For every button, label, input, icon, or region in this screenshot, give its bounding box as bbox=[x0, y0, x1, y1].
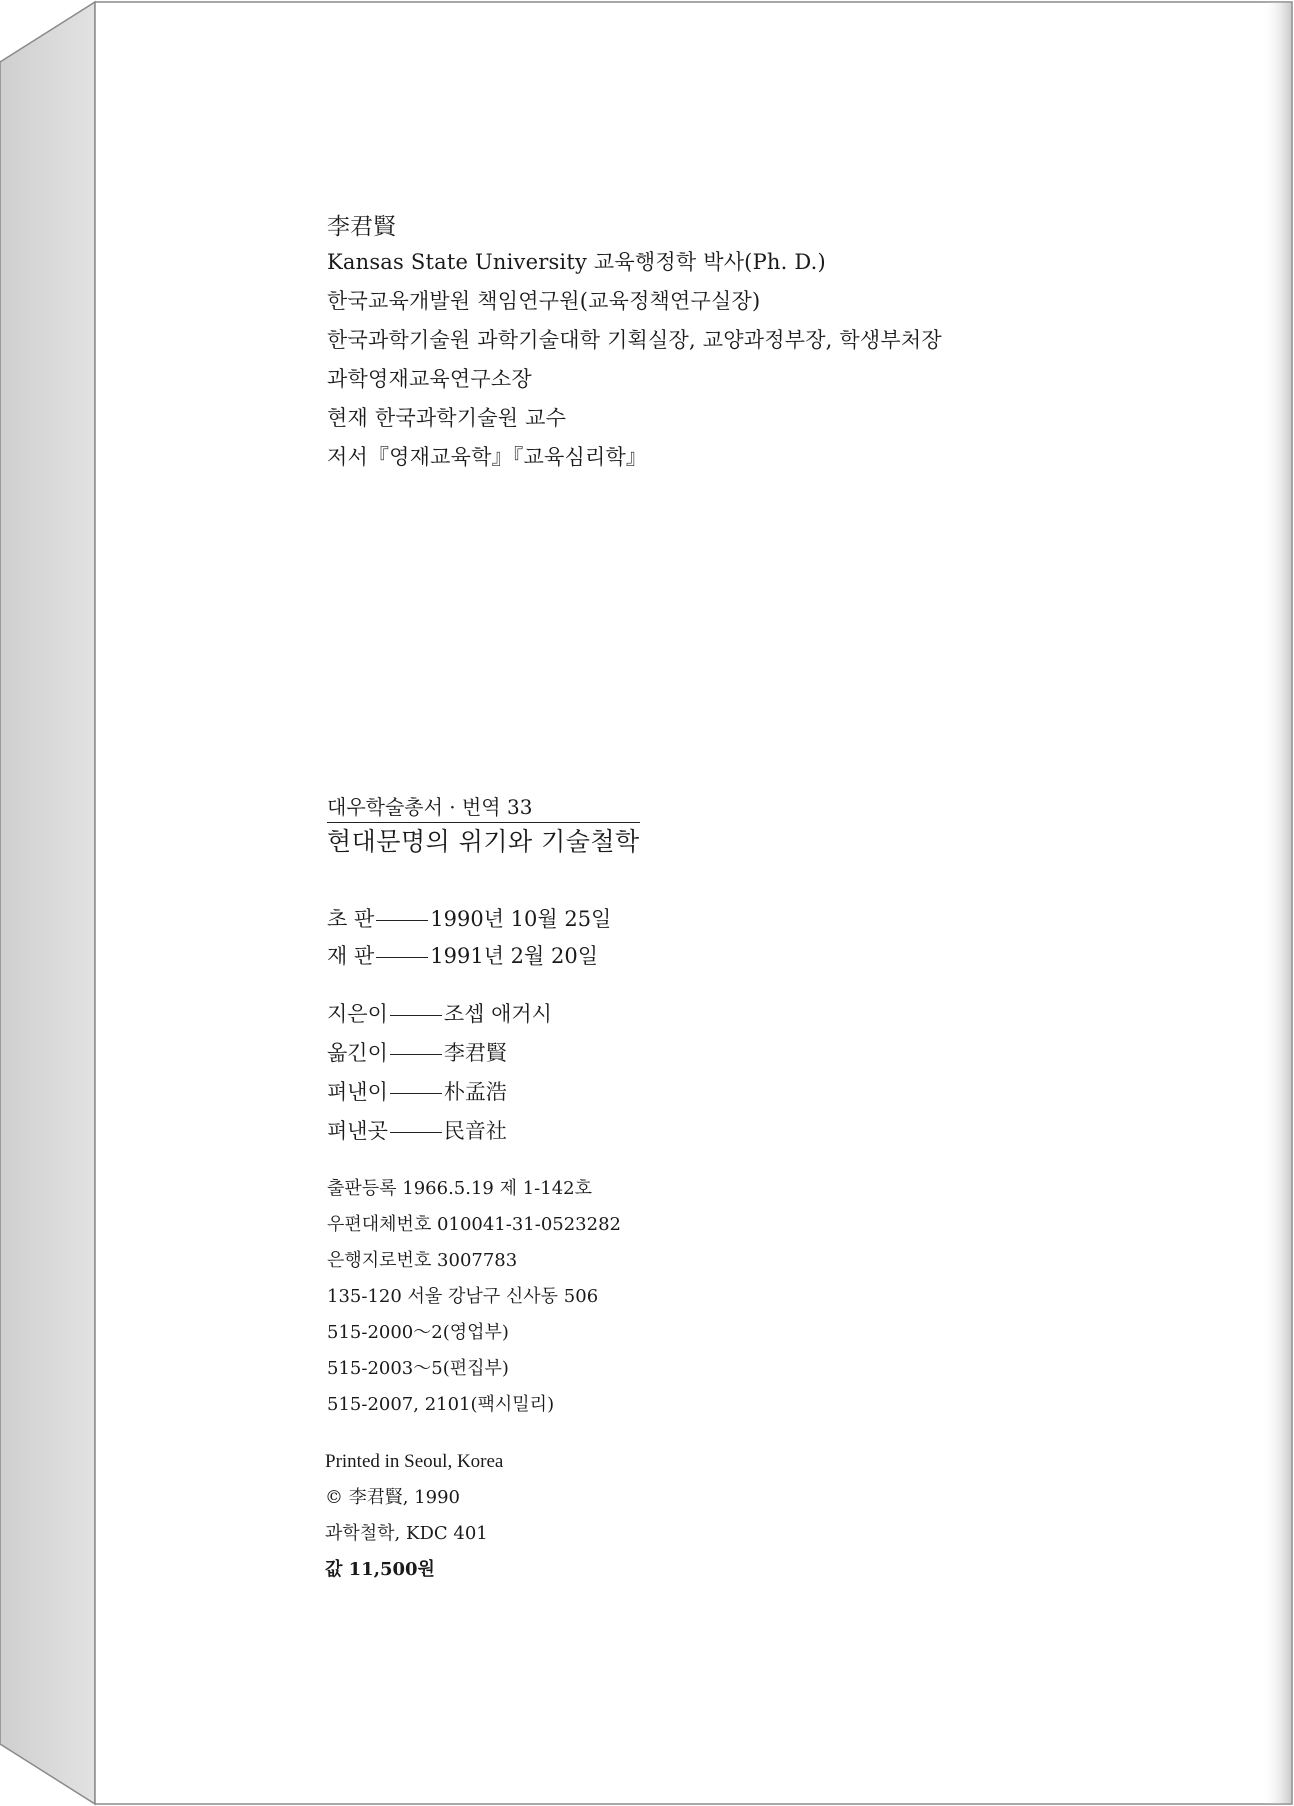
credit-label: 펴낸이 bbox=[327, 1080, 388, 1104]
author-name: 李君賢 bbox=[327, 214, 396, 240]
publisher-info-line: 135-120 서울 강남구 신사동 506 bbox=[327, 1286, 599, 1307]
credit-value: 李君賢 bbox=[443, 1041, 507, 1065]
dash-rule bbox=[376, 957, 428, 958]
bio-line: 한국과학기술원 과학기술대학 기획실장, 교양과정부장, 학생부처장 bbox=[327, 328, 942, 352]
credit-value: 民音社 bbox=[443, 1119, 507, 1143]
credit-value: 朴孟浩 bbox=[443, 1080, 507, 1104]
publisher-info-line: 우편대체번호 010041-31-0523282 bbox=[327, 1214, 621, 1235]
publisher-info-line: 515-2003～5(편집부) bbox=[327, 1358, 509, 1379]
title-rule bbox=[327, 822, 640, 823]
bio-line: 저서『영재교육학』『교육심리학』 bbox=[327, 445, 648, 469]
bio-line: 현재 한국과학기술원 교수 bbox=[327, 406, 567, 430]
dash-rule bbox=[390, 1093, 442, 1094]
credit-row bbox=[327, 1121, 507, 1142]
credit-value: 조셉 애거시 bbox=[443, 1002, 552, 1026]
bio-line: Kansas State University 교육행정학 박사(Ph. D.) bbox=[327, 250, 826, 274]
credit-row bbox=[327, 1043, 507, 1064]
classification-line: 과학철학, KDC 401 bbox=[325, 1523, 488, 1544]
series-label: 대우학술총서 · 번역 33 bbox=[327, 795, 533, 819]
book-spine bbox=[0, 2, 95, 1804]
dash-rule bbox=[390, 1132, 442, 1133]
dash-rule bbox=[390, 1015, 442, 1016]
credit-row bbox=[327, 1004, 552, 1025]
bio-line: 과학영재교육연구소장 bbox=[327, 367, 532, 391]
credit-row bbox=[327, 1082, 507, 1103]
credit-label: 지은이 bbox=[327, 1002, 388, 1026]
copyright-line: © 李君賢, 1990 bbox=[325, 1487, 460, 1508]
publisher-info-line: 은행지로번호 3007783 bbox=[327, 1250, 518, 1271]
price-line: 값 11,500원 bbox=[325, 1559, 435, 1580]
edition-label: 초 판 bbox=[327, 907, 375, 931]
book-title: 현대문명의 위기와 기술철학 bbox=[327, 827, 640, 856]
dash-rule bbox=[376, 920, 428, 921]
publisher-info-line: 515-2007, 2101(팩시밀리) bbox=[327, 1394, 555, 1415]
publisher-info-line: 출판등록 1966.5.19 제 1-142호 bbox=[327, 1178, 592, 1199]
edition-row bbox=[327, 946, 598, 967]
edition-label: 재 판 bbox=[327, 944, 375, 968]
dash-rule bbox=[390, 1054, 442, 1055]
printed-in: Printed in Seoul, Korea bbox=[325, 1451, 504, 1472]
credit-label: 옮긴이 bbox=[327, 1041, 388, 1065]
edition-date: 1990년 10월 25일 bbox=[430, 907, 612, 931]
publisher-info-line: 515-2000～2(영업부) bbox=[327, 1322, 509, 1343]
bio-line: 한국교육개발원 책임연구원(교육정책연구실장) bbox=[327, 289, 761, 313]
edition-date: 1991년 2월 20일 bbox=[430, 944, 598, 968]
credit-label: 펴낸곳 bbox=[327, 1119, 388, 1143]
edition-row bbox=[327, 909, 611, 930]
